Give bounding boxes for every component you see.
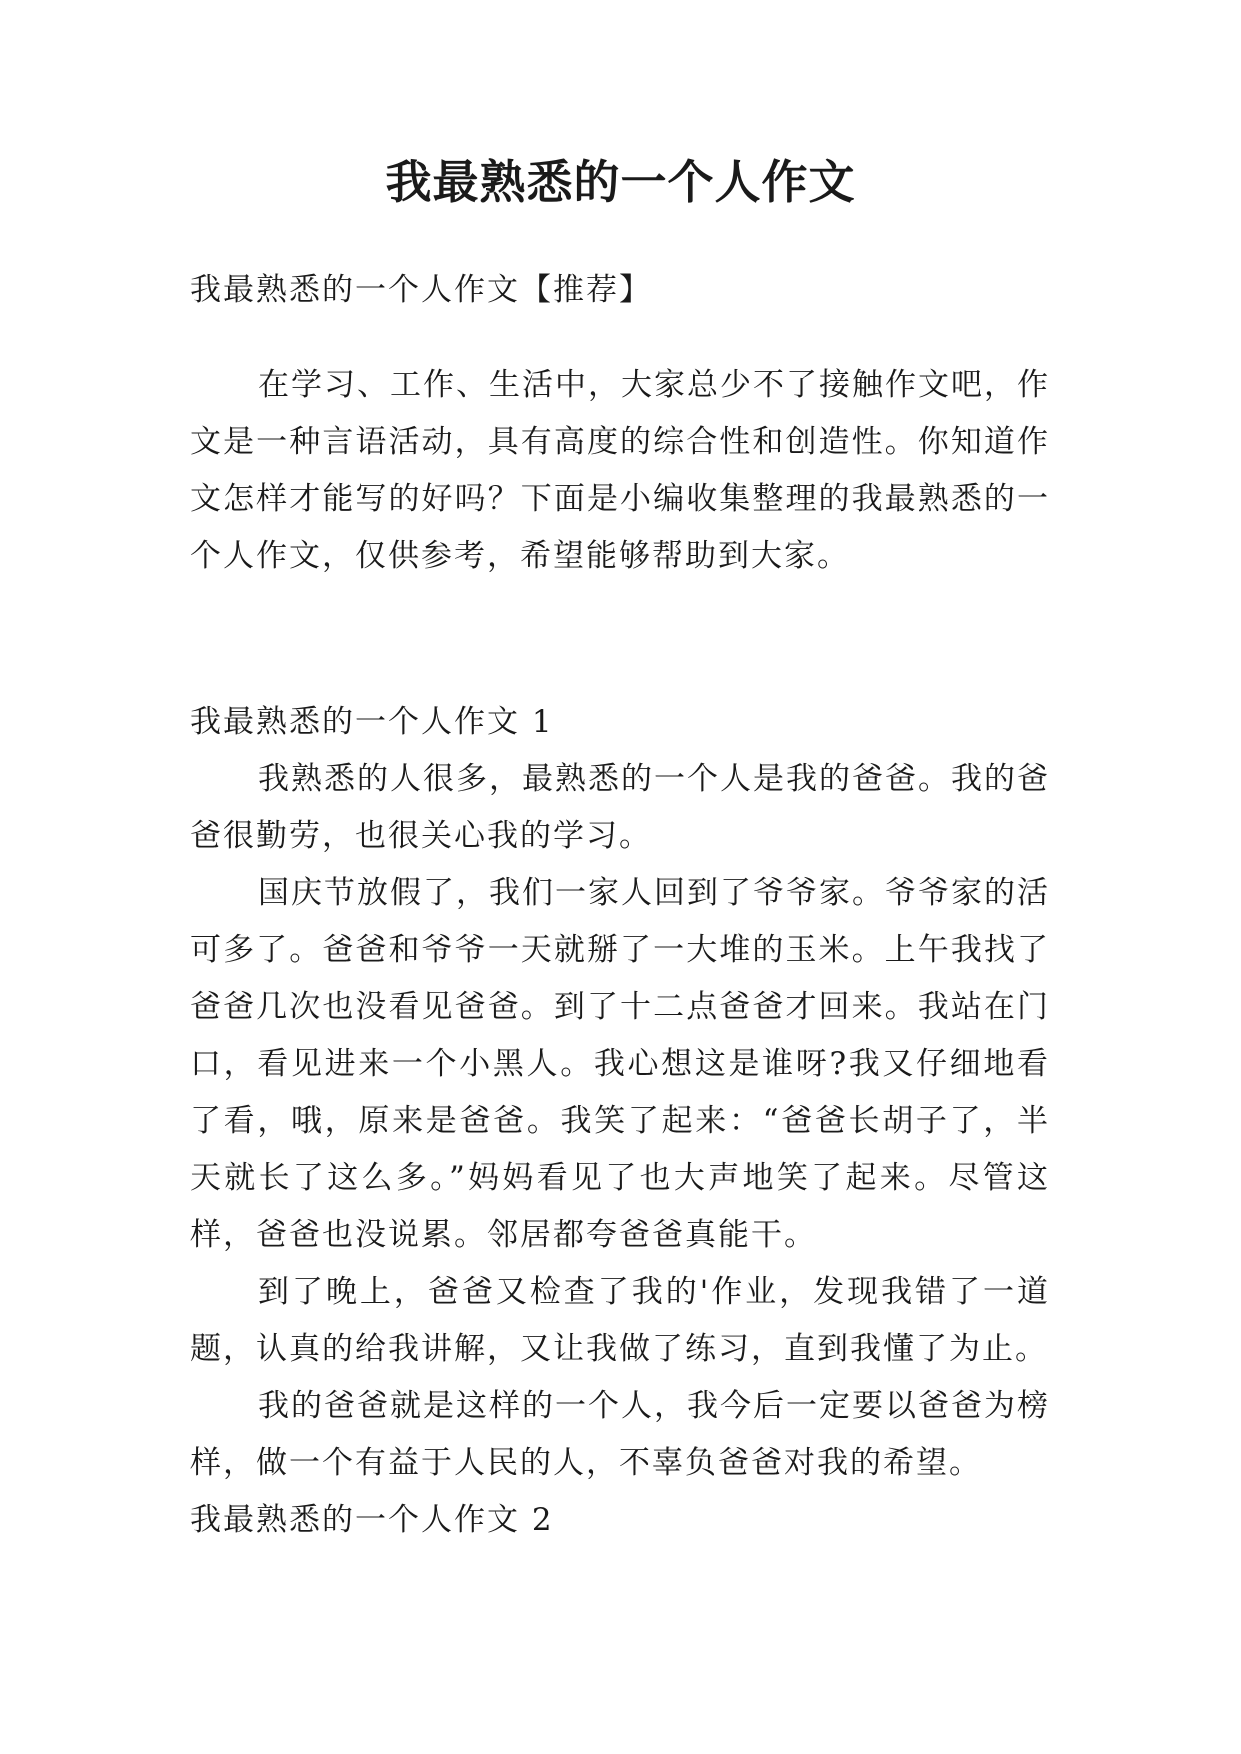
- subtitle: 我最熟悉的一个人作文【推荐】: [190, 272, 652, 308]
- essay-1-paragraph-2: 国庆节放假了，我们一家人回到了爷爷家。爷爷家的活可多了。爸爸和爷爷一天就掰了一大堆的玉米。上午我找了爸爸几次也没看见爸爸。到了十二点爸爸才回来。我站在门口，看见进来一个小黑人。我心想这是谁呀?我又仔细地看了看，哦，原来是爸爸。我笑了起来：“爸爸长胡子了，半天就长了这么多。”妈妈看见了也大声地笑了起来。尽管这样，爸爸也没说累。邻居都夸爸爸真能干。: [190, 875, 1050, 1253]
- essay-1-heading: 我最熟悉的一个人作文 1: [190, 704, 554, 740]
- essay-2-heading: 我最熟悉的一个人作文 2: [190, 1502, 554, 1538]
- essay-1-paragraph-1: 我熟悉的人很多，最熟悉的一个人是我的爸爸。我的爸爸很勤劳，也很关心我的学习。: [190, 761, 1050, 854]
- essay-1-paragraph-4: 我的爸爸就是这样的一个人，我今后一定要以爸爸为榜样，做一个有益于人民的人，不辜负爸爸对我的希望。: [190, 1388, 1050, 1481]
- page-title: 我最熟悉的一个人作文: [385, 155, 856, 209]
- intro-paragraph: 在学习、工作、生活中，大家总少不了接触作文吧，作文是一种言语活动，具有高度的综合性和创造性。你知道作文怎样才能写的好吗？下面是小编收集整理的我最熟悉的一个人作文，仅供参考，希望能够帮助到大家。: [190, 367, 1050, 574]
- essay-1-paragraph-3: 到了晚上，爸爸又检查了我的'作业，发现我错了一道题，认真的给我讲解，又让我做了练习，直到我懂了为止。: [190, 1274, 1050, 1367]
